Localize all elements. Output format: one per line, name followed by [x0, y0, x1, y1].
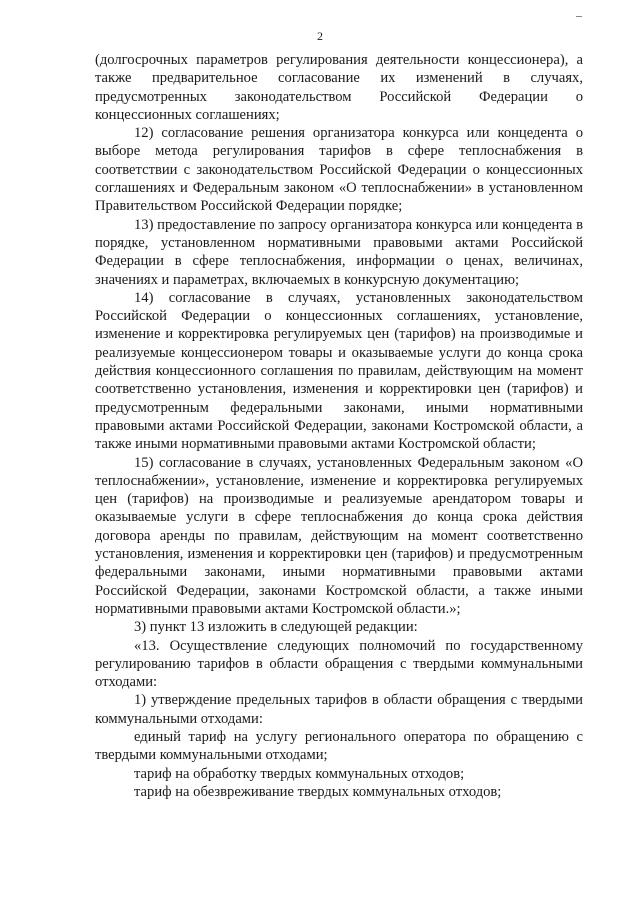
paragraph-item-14: 14) согласование в случаях, установленных законодательством Российской Федерации о концессионных соглашениях, установление, изменение и корректировка регулируемых цен (тарифов) на производимые и реализуемые концессионером товары и оказываемые услуги до конца срока действия концессионного соглашения по правилам, действующим на момент соответственно установления, изменения и корректировки цен (тарифов) и предусмотренным федеральными законами, иными нормативными правовыми актами Российской Федерации, законами Костромской области, а также иными нормативными правовыми актами Костромской области;: [95, 289, 583, 453]
paragraph-tariff-processing: тариф на обработку твердых коммунальных отходов;: [134, 765, 465, 782]
paragraph-amendment-3: 3) пункт 13 изложить в следующей редакции:: [134, 619, 418, 636]
paragraph-continuation: (долгосрочных параметров регулирования деятельности концессионера), а также предварительное согласование их изменений в случаях, предусмотренных законодательством Российской Федерации о концессионных соглашениях;: [95, 52, 583, 123]
paragraph-item-13: 13) предоставление по запросу организатора конкурса или концедента в порядке, установленном нормативными правовыми актами Российской Федерации в сфере теплоснабжения, информации о ценах, величинах, значениях и параметрах, включаемых в конкурсную документацию;: [95, 216, 583, 288]
paragraph-clause-13: «13. Осуществление следующих полномочий по государственному регулированию тарифов в области обращения с твердыми коммунальными отходами:: [95, 637, 583, 691]
paragraph-tariff-single: единый тариф на услугу регионального оператора по обращению с твердыми коммунальными отходами;: [95, 728, 583, 764]
paragraph-item-12: 12) согласование решения организатора конкурса или концедента о выборе метода регулирования тарифов в сфере теплоснабжения в соответствии с законодательством Российской Федерации о концессионных соглашениях и Федеральным законом «О теплоснабжении» в установленном Правительством Российской Федерации порядке;: [95, 125, 583, 215]
page-number: 2: [317, 29, 323, 43]
paragraph-item-15: 15) согласование в случаях, установленных Федеральным законом «О теплоснабжении», установление, изменение и корректировка регулируемых цен (тарифов) на производимые и реализуемые арендатором товары и оказываемые услуги в сфере теплоснабжения до конца срока действия договора аренды по правилам, действующим на момент соответственно установления, изменения и корректировки цен (тарифов) и предусмотренным федеральными законами, иными нормативными правовыми актами Российской Федерации, законами Костромской области, а также иными нормативными правовыми актами Костромской области.»;: [95, 454, 583, 617]
document-body: [95, 51, 583, 801]
scan-mark: [576, 16, 582, 17]
paragraph-tariff-neutralization: тариф на обезвреживание твердых коммунальных отходов;: [134, 783, 502, 800]
paragraph-subitem-1: 1) утверждение предельных тарифов в области обращения с твердыми коммунальными отходами:: [95, 692, 583, 727]
